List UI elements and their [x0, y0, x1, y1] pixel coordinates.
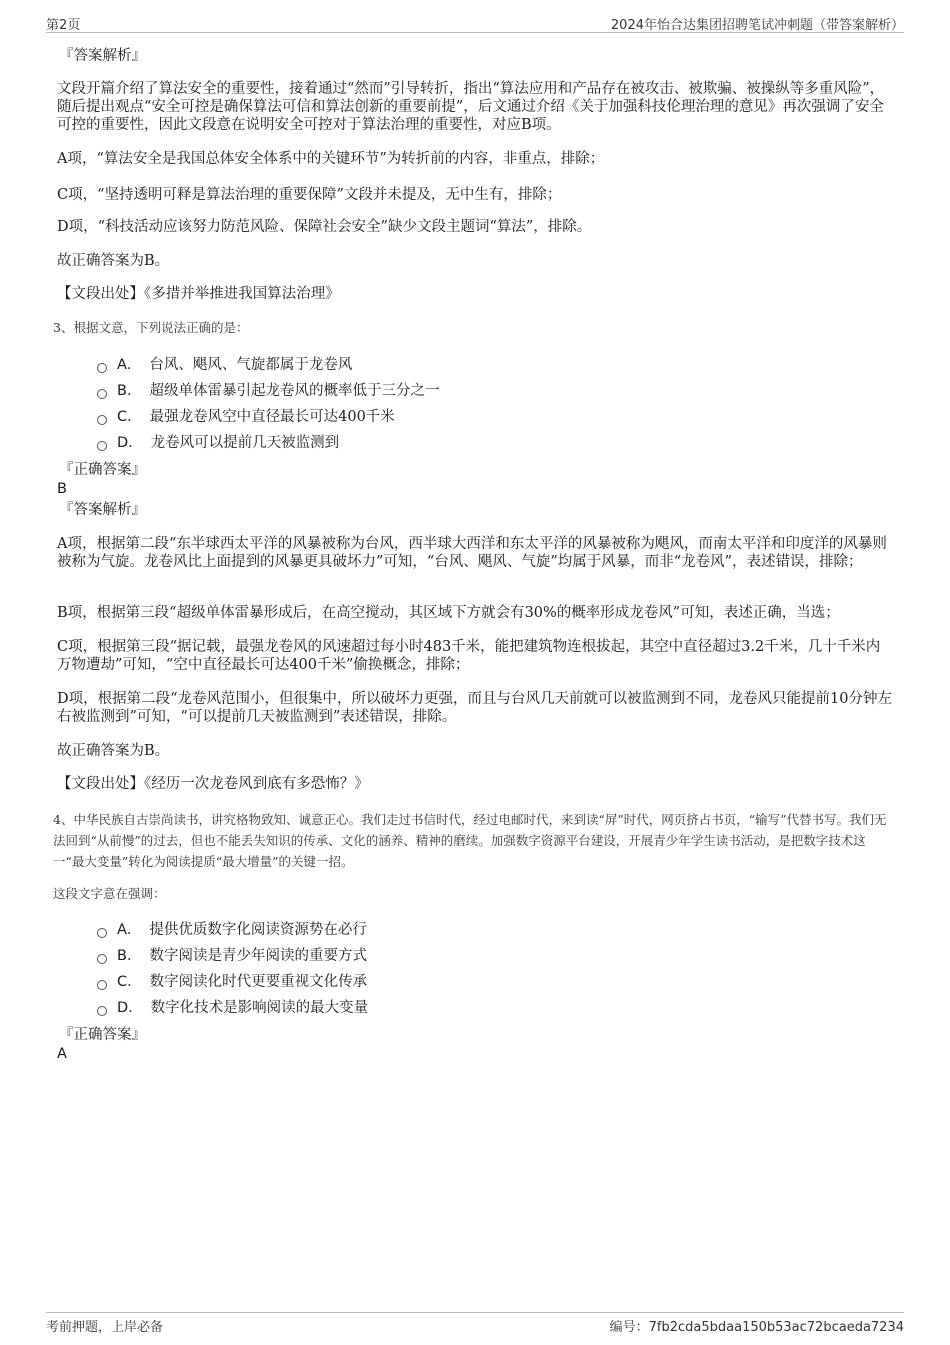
question-3-stem: 3、根据文意，下列说法正确的是：: [53, 320, 249, 335]
radio-icon[interactable]: [97, 389, 107, 399]
option-d[interactable]: [97, 995, 368, 1021]
correct-answer: B: [57, 481, 67, 497]
question-4-passage: 4、中华民族自古崇尚读书，讲究格物致知、诚意正心。我们走过书信时代，经过电邮时代，来到读“屏”时代，网页挤占书页，“输写”代替书写。我们无法回到“从前慢”的过去，但也不能丢失知识的传承、文化的涵养、精神的磨续。加强数字资源平台建设，开展青少年学生读书活动，是把数字技术这一“最大变量”转化为阅读提质“最大增量”的关键一招。: [53, 812, 887, 869]
option-letter: B．: [117, 948, 142, 964]
radio-icon[interactable]: [97, 980, 107, 990]
analysis-option-c: C项，“坚持透明可释是算法治理的重要保障”文段并未提及，无中生有，排除；: [57, 187, 562, 203]
analysis-option-c: C项，根据第三段“据记载，最强龙卷风的风速超过每小时483千米，能把建筑物连根拔起，其空中直径超过3.2千米，几十千米内万物遭劫”可知，“空中直径最长可达400千米”偷换概念，排除；: [57, 639, 881, 673]
footer-slogan: 考前押题，上岸必备: [46, 1320, 164, 1335]
option-a[interactable]: [97, 917, 368, 943]
option-letter: B．: [117, 383, 142, 399]
radio-icon[interactable]: [97, 363, 107, 373]
analysis-conclusion: 故正确答案为B。: [57, 743, 170, 759]
passage-source: 【文段出处】《多措并举推进我国算法治理》: [57, 286, 340, 302]
analysis-paragraph: 文段开篇介绍了算法安全的重要性，接着通过“然而”引导转折，指出“算法应用和产品存在被攻击、被欺骗、被操纵等多重风险”，随后提出观点“安全可控是确保算法可信和算法创新的重要前提”，后文通过介绍《关于加强科技伦理治理的意见》再次强调了安全可控的重要性，因此文段意在说明安全可控对于算法治理的重要性，对应B项。: [57, 81, 885, 133]
question-4-options: [97, 917, 368, 1021]
analysis-conclusion: 故正确答案为B。: [57, 253, 170, 269]
radio-icon[interactable]: [97, 415, 107, 425]
option-text: 超级单体雷暴引起龙卷风的概率低于三分之一: [149, 383, 440, 399]
option-text: 台风、飓风、气旋都属于龙卷风: [149, 357, 353, 373]
option-text: 提供优质数字化阅读资源势在必行: [149, 922, 367, 938]
page-footer: [46, 1312, 904, 1333]
option-text: 龙卷风可以提前几天被监测到: [150, 435, 340, 451]
page-number: 第2页: [46, 18, 81, 33]
radio-icon[interactable]: [97, 1006, 107, 1016]
option-a[interactable]: [97, 352, 439, 378]
page-header: [46, 12, 904, 33]
option-c[interactable]: [97, 404, 439, 430]
option-d[interactable]: [97, 430, 439, 456]
question-4-stem: 这段文字意在强调：: [53, 886, 166, 901]
option-letter: D．: [117, 1000, 143, 1016]
document-title: 2024年怡合达集团招聘笔试冲刺题（带答案解析）: [610, 18, 904, 33]
correct-answer: A: [57, 1046, 67, 1062]
analysis-option-b: B项，根据第三段“超级单体雷暴形成后，在高空搅动，其区域下方就会有30%的概率形成龙卷风”可知，表述正确，当选；: [57, 605, 840, 621]
analysis-label: 『答案解析』: [59, 502, 146, 518]
analysis-option-d: D项，根据第二段“龙卷风范围小，但很集中，所以破坏力更强，而且与台风几天前就可以被监测到不同，龙卷风只能提前10分钟左右被监测到”可知，“可以提前几天被监测到”表述错误，排除。: [57, 691, 892, 725]
option-letter: A．: [117, 922, 142, 938]
correct-answer-label: 『正确答案』: [59, 1027, 146, 1043]
option-letter: C．: [117, 409, 142, 425]
option-c[interactable]: [97, 969, 368, 995]
analysis-label: 『答案解析』: [59, 48, 146, 64]
radio-icon[interactable]: [97, 928, 107, 938]
analysis-option-a: A项，“算法安全是我国总体安全体系中的关键环节”为转折前的内容，非重点，排除；: [57, 151, 605, 167]
radio-icon[interactable]: [97, 441, 107, 451]
passage-source: 【文段出处】《经历一次龙卷风到底有多恐怖？》: [57, 776, 369, 792]
option-text: 最强龙卷风空中直径最长可达400千米: [149, 409, 395, 425]
document-code: 编号：7fb2cda5bdaa150b53ac72bcaeda7234: [609, 1320, 904, 1335]
option-letter: A．: [117, 357, 142, 373]
option-b[interactable]: [97, 943, 368, 969]
radio-icon[interactable]: [97, 954, 107, 964]
correct-answer-label: 『正确答案』: [59, 462, 146, 478]
question-3-options: [97, 352, 439, 456]
option-text: 数字化技术是影响阅读的最大变量: [150, 1000, 369, 1016]
option-b[interactable]: [97, 378, 439, 404]
option-letter: D．: [117, 435, 143, 451]
analysis-option-d: D项，“科技活动应该努力防范风险、保障社会安全”缺少文段主题词“算法”，排除。: [57, 219, 592, 235]
analysis-option-a: A项，根据第二段“东半球西太平洋的风暴被称为台风，西半球大西洋和东太平洋的风暴被称为飓风，而南太平洋和印度洋的风暴则被称为气旋。龙卷风比上面提到的风暴更具破坏力”可知，“台风、飓风、气旋”均属于风暴，而非“龙卷风”，表述错误，排除；: [57, 536, 887, 570]
option-text: 数字阅读化时代更要重视文化传承: [149, 974, 368, 990]
option-text: 数字阅读是青少年阅读的重要方式: [149, 948, 367, 964]
option-letter: C．: [117, 974, 142, 990]
